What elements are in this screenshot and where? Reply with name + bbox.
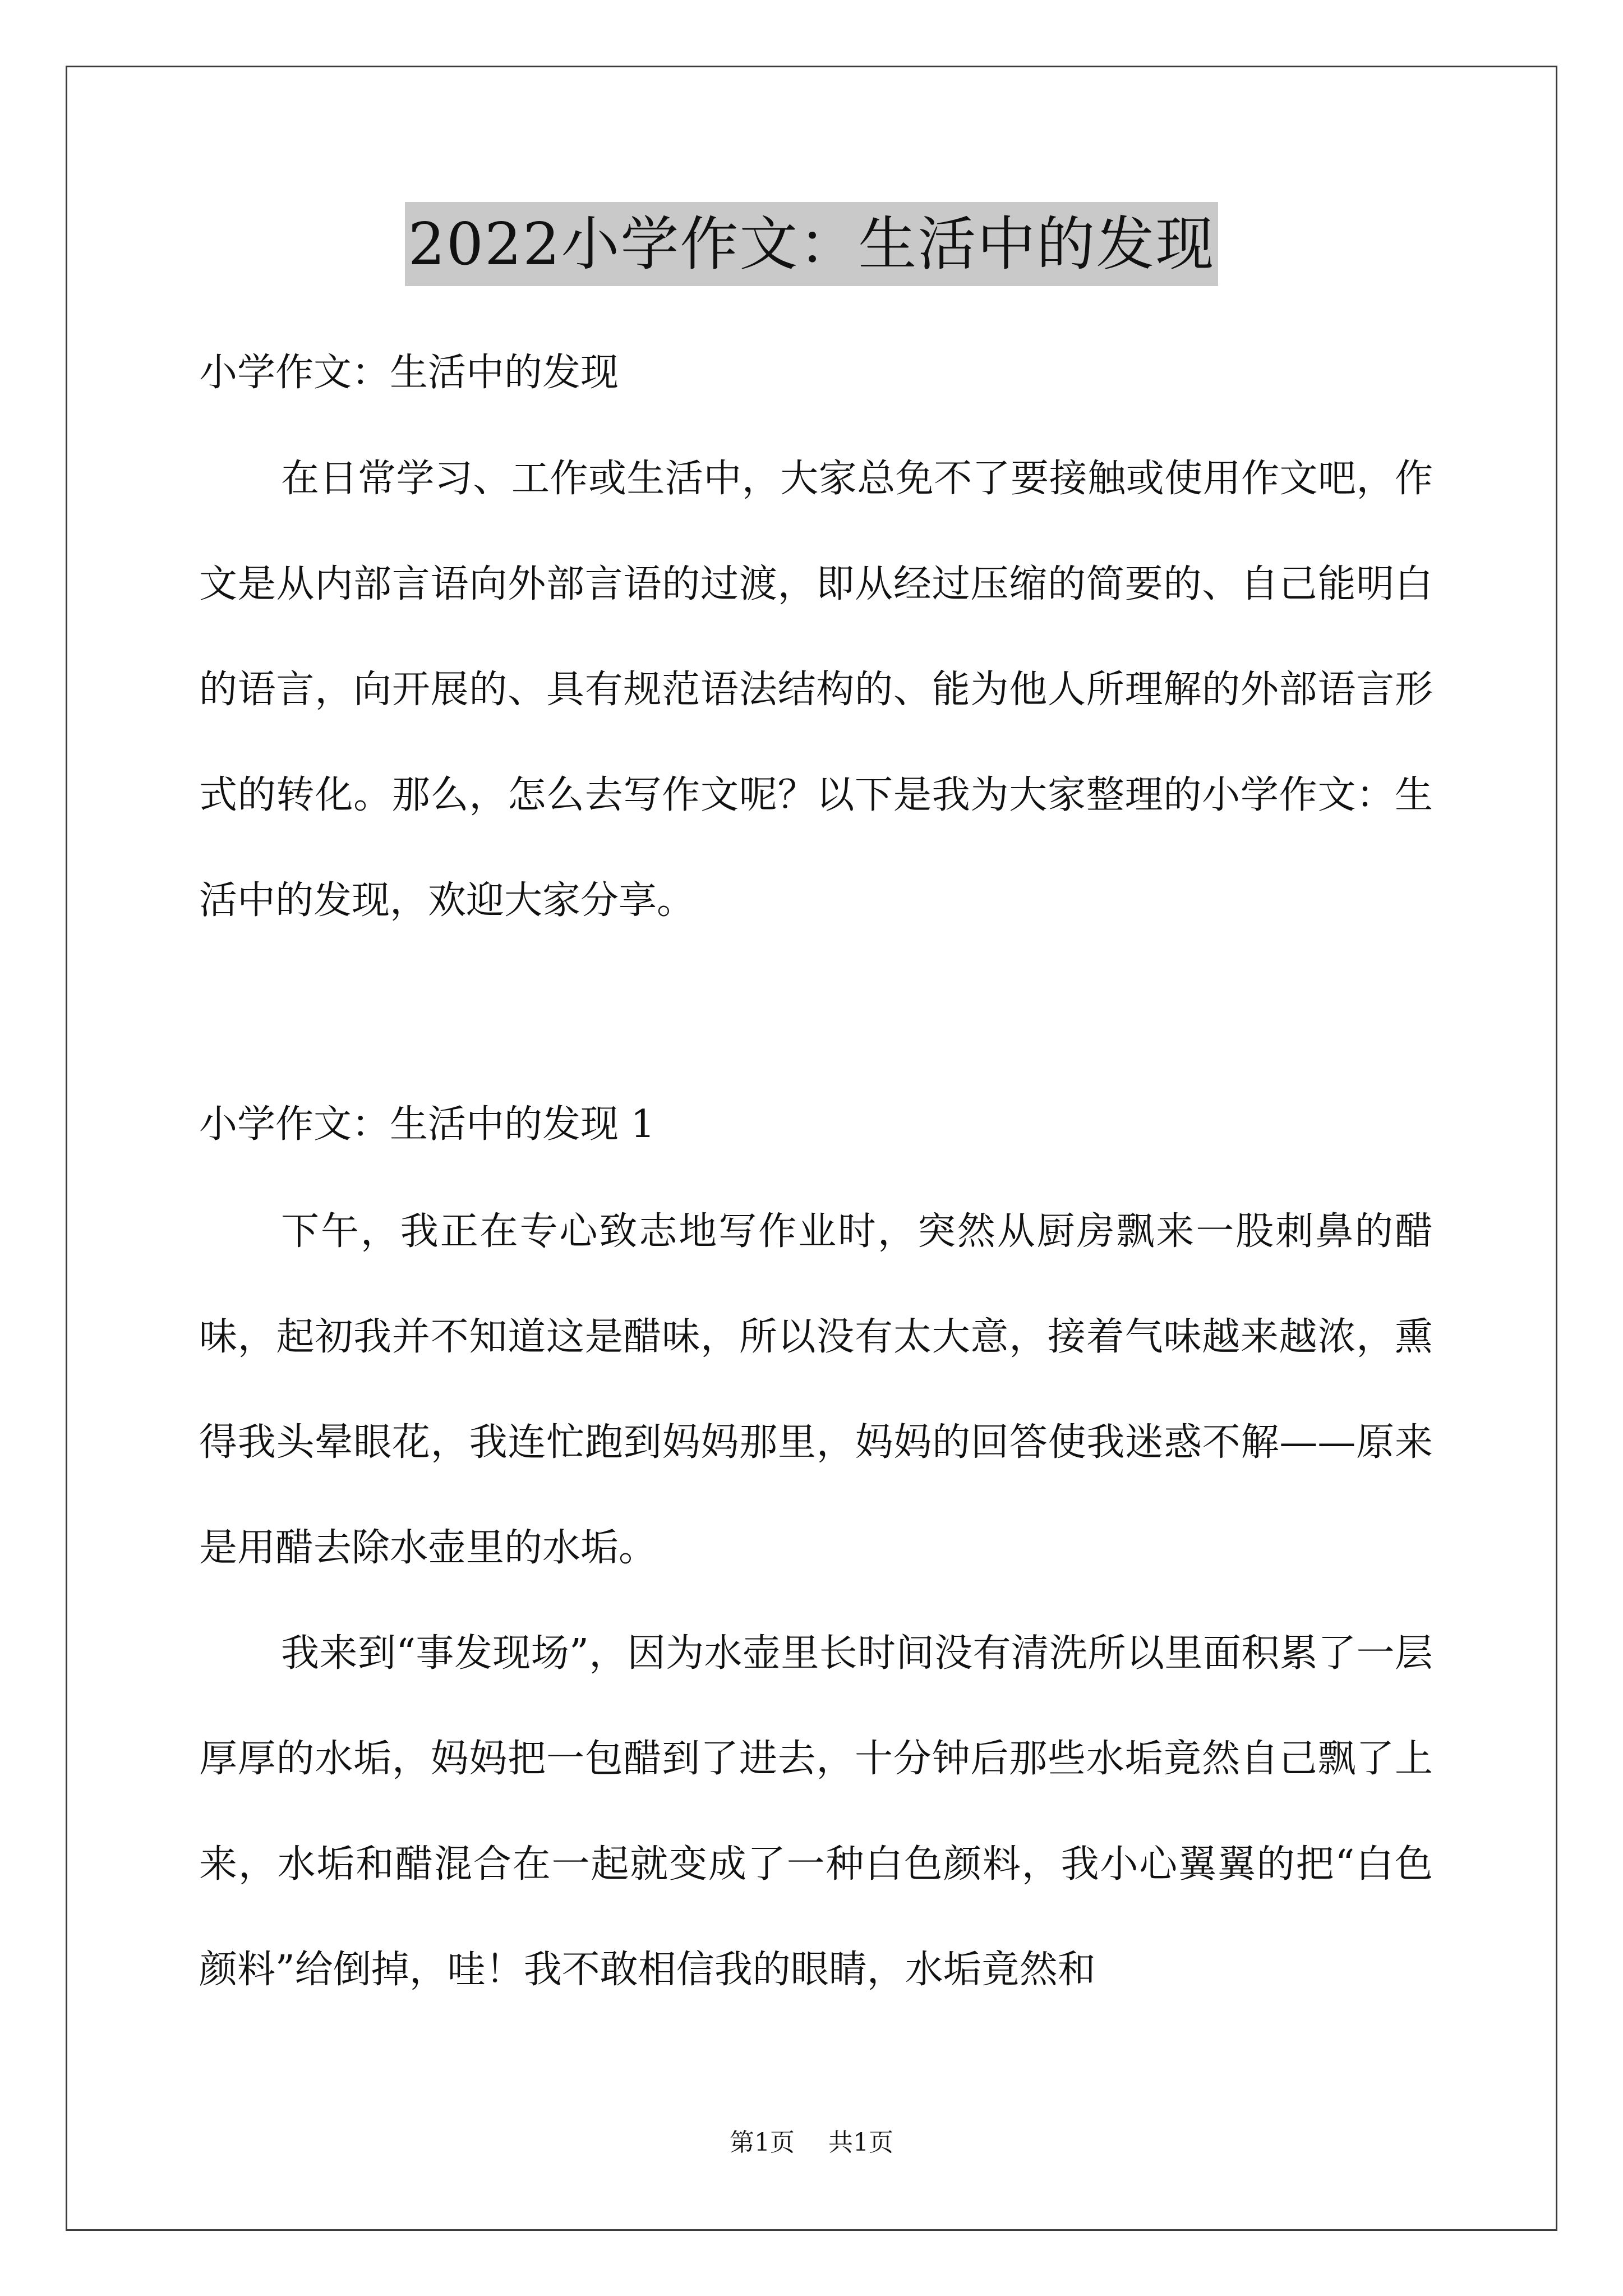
paragraph: 在日常学习、工作或生活中，大家总免不了要接触或使用作文吧，作文是从内部言语向外部言语的过渡，即从经过压缩的简要的、自己能明白的语言，向开展的、具有规范语法结构的、能为他人所理解的外部语言形式的转化。那么，怎么去写作文呢？以下是我为大家整理的小学作文：生活中的发现，欢迎大家分享。 — [199, 457, 1433, 923]
section-heading: 小学作文：生活中的发现 1 — [199, 1102, 655, 1147]
page-total: 共1页 — [828, 2128, 893, 2157]
page-number: 第1页 — [730, 2128, 795, 2157]
document-title: 2022小学作文：生活中的发现 — [405, 202, 1219, 286]
paragraph: 我来到“事发现场”，因为水壶里长时间没有清洗所以里面积累了一层厚厚的水垢，妈妈把一包醋到了进去，十分钟后那些水垢竟然自己飘了上来，水垢和醋混合在一起就变成了一种白色颜料，我小心翼翼的把“白色颜料”给倒掉，哇！我不敢相信我的眼睛，水垢竟然和 — [199, 1631, 1433, 1992]
document-body — [199, 348, 1433, 2023]
page-footer — [0, 2126, 1623, 2160]
title-block — [0, 202, 1623, 286]
section-heading: 小学作文：生活中的发现 — [199, 351, 619, 395]
paragraph: 下午，我正在专心致志地写作业时，突然从厨房飘来一股刺鼻的醋味，起初我并不知道这是醋味，所以没有太大意，接着气味越来越浓，熏得我头晕眼花，我连忙跑到妈妈那里，妈妈的回答使我迷惑不解——原来是用醋去除水壶里的水垢。 — [199, 1209, 1433, 1570]
